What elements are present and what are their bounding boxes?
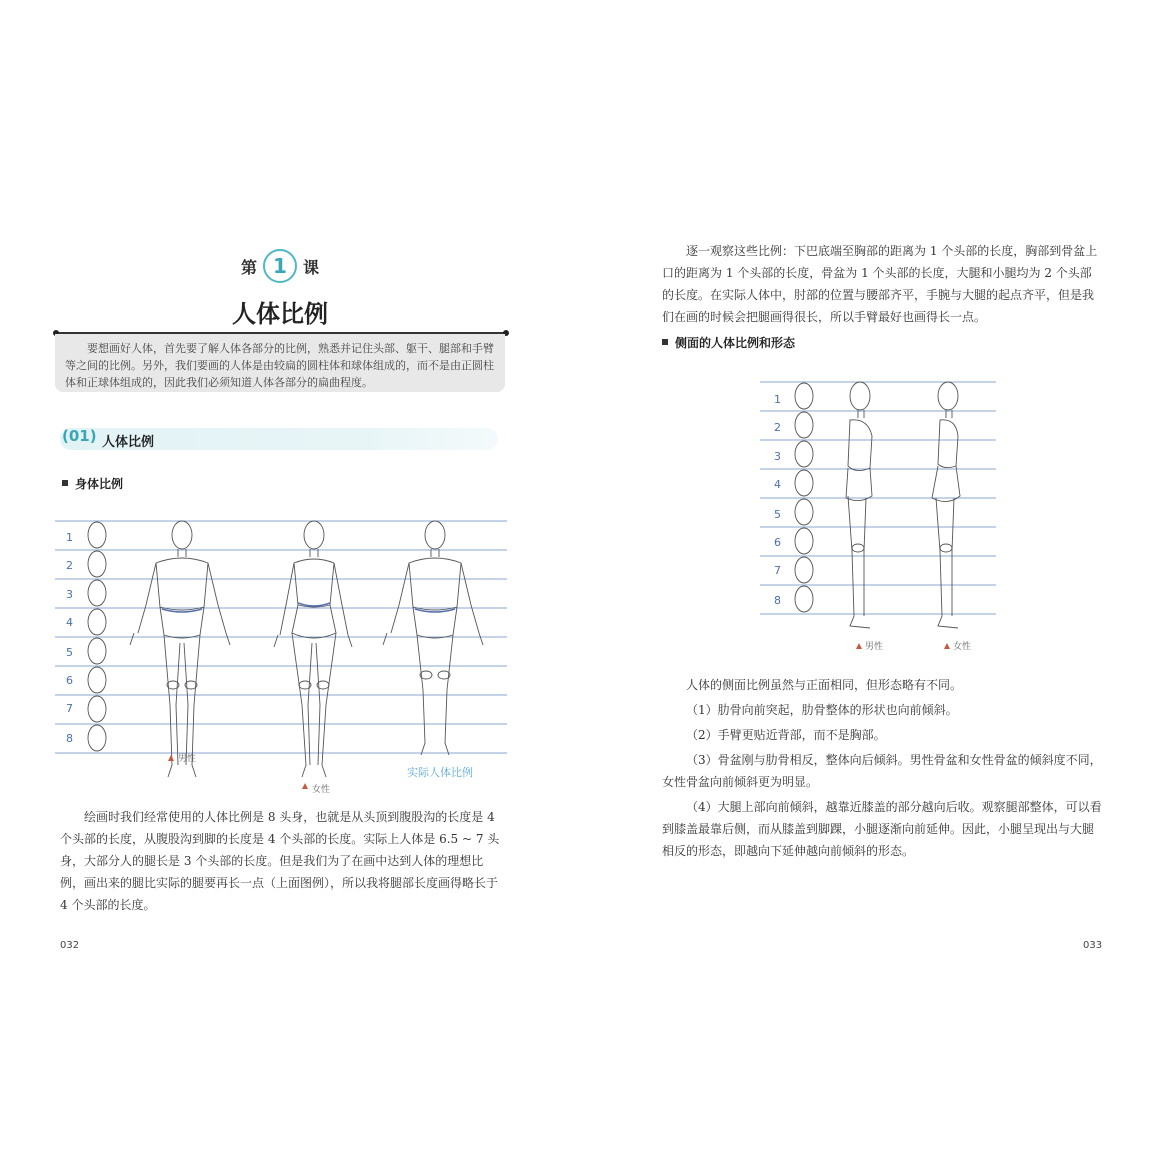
- point-4: （4）大腿上部向前倾斜，越靠近膝盖的部分越向后收。观察腿部整体，可以看到膝盖最靠后侧，而从膝盖到脚踝，小腿逐渐向前延伸。因此，小腿呈现出与大腿相反的形态，即越向下延伸越向前倾斜的形态。: [662, 800, 1102, 858]
- subhead-text: 侧面的人体比例和形态: [675, 336, 796, 350]
- row-number-8: 8: [66, 732, 73, 745]
- subhead-text: 身体比例: [75, 477, 124, 491]
- row-number-1: 1: [66, 531, 73, 544]
- page-title: 人体比例: [232, 300, 328, 328]
- row-number-5: 5: [66, 646, 73, 659]
- row-number-6: 6: [66, 674, 73, 687]
- point-3: （3）骨盆刚与肋骨相反，整体向后倾斜。男性骨盆和女性骨盆的倾斜度不同，女性骨盆向前倾斜更为明显。: [662, 753, 1102, 789]
- row-number-3: 3: [66, 588, 73, 601]
- female-side-figure: [932, 382, 960, 628]
- row-number-2: 2: [774, 421, 781, 434]
- row-number-7: 7: [774, 564, 781, 577]
- lesson-number: 1: [273, 254, 287, 278]
- row-number-5: 5: [774, 508, 781, 521]
- section-number-value: 01: [68, 427, 90, 445]
- label-female: 女性: [953, 642, 972, 652]
- row-number-7: 7: [66, 702, 73, 715]
- grid-lines: [760, 382, 996, 614]
- subhead-side-proportion: [662, 334, 795, 351]
- lesson-prefix: 第: [240, 257, 257, 277]
- page-number-left: 032: [60, 940, 80, 951]
- row-number-4: 4: [774, 478, 781, 491]
- triangle-icon: [302, 783, 308, 789]
- right-top-paragraph: 逐一观察这些比例：下巴底端至胸部的距离为 1 个头部的长度，胸部到骨盆上口的距离为 1 个头部的长度，骨盆为 1 个头部的长度，大腿和小腿均为 2 个头部的长度。在实际人体中，肘部的位置与腰部齐平，手腕与大腿的起点齐平，但是我们在画的时候会把腿画得很长，所以手臂最好也画得长一点。: [662, 244, 1098, 324]
- row-number-4: 4: [66, 616, 73, 629]
- section-number: (01): [62, 427, 97, 445]
- row-number-2: 2: [66, 559, 73, 572]
- lesson-number-badge: [263, 249, 297, 283]
- label-female: 女性: [312, 785, 331, 795]
- figure-labels: [856, 640, 971, 652]
- label-actual-proportion: 实际人体比例: [407, 766, 473, 779]
- row-number-8: 8: [774, 594, 781, 607]
- triangle-icon: [168, 755, 174, 761]
- female-front-figure: [274, 521, 352, 777]
- row-number-3: 3: [774, 450, 781, 463]
- figure-labels: [168, 752, 473, 795]
- row-number-1: 1: [774, 393, 781, 406]
- front-proportion-figure: [55, 515, 510, 800]
- label-male: 男性: [865, 642, 884, 652]
- bullet-square-icon: [62, 480, 68, 486]
- left-body-paragraph: 绘画时我们经常使用的人体比例是 8 头身，也就是从头顶到腹股沟的长度是 4 个头部的长度，从腹股沟到脚的长度是 4 个头部的长度。实际上人体是 6.5 ~ 7 头身，大部分人的腿长是 3 个头部的长度。但是我们为了在画中达到人体的理想比例，画出来的腿比实际的腿要再长一点（上面图例），所以我将腿部长度画得略长于 4 个头部的长度。: [60, 810, 500, 912]
- lesson-suffix: 课: [303, 257, 320, 277]
- intro-box: 要想画好人体，首先要了解人体各部分的比例，熟悉并记住头部、躯干、腿部和手臂等之间的比例。另外，我们要画的人体是由较扁的圆柱体和球体组成的，而不是由正圆柱体和正球体组成的，因此我们必须知道人体各部分的扁曲程度。: [55, 334, 505, 392]
- male-front-figure: [130, 521, 230, 777]
- side-intro-line: 人体的侧面比例虽然与正面相同，但形态略有不同。: [686, 678, 963, 692]
- row-numbers: [774, 393, 781, 607]
- triangle-icon: [944, 643, 950, 649]
- page-number-right: 033: [1083, 940, 1103, 951]
- point-1: （1）肋骨向前突起，肋骨整体的形状也向前倾斜。: [686, 703, 958, 717]
- point-2: （2）手臂更贴近背部，而不是胸部。: [686, 728, 886, 742]
- actual-proportion-figure: [383, 521, 483, 755]
- section-title: 人体比例: [102, 435, 155, 450]
- bullet-square-icon: [662, 339, 668, 345]
- male-side-figure: [846, 382, 872, 628]
- subhead-body-proportion: [62, 475, 123, 492]
- row-number-6: 6: [774, 536, 781, 549]
- lesson-heading: [180, 246, 380, 286]
- side-proportion-figure: [760, 376, 1000, 658]
- row-numbers: [66, 531, 73, 745]
- label-male: 男性: [178, 754, 197, 764]
- right-body-text: [662, 674, 1102, 862]
- triangle-icon: [856, 643, 862, 649]
